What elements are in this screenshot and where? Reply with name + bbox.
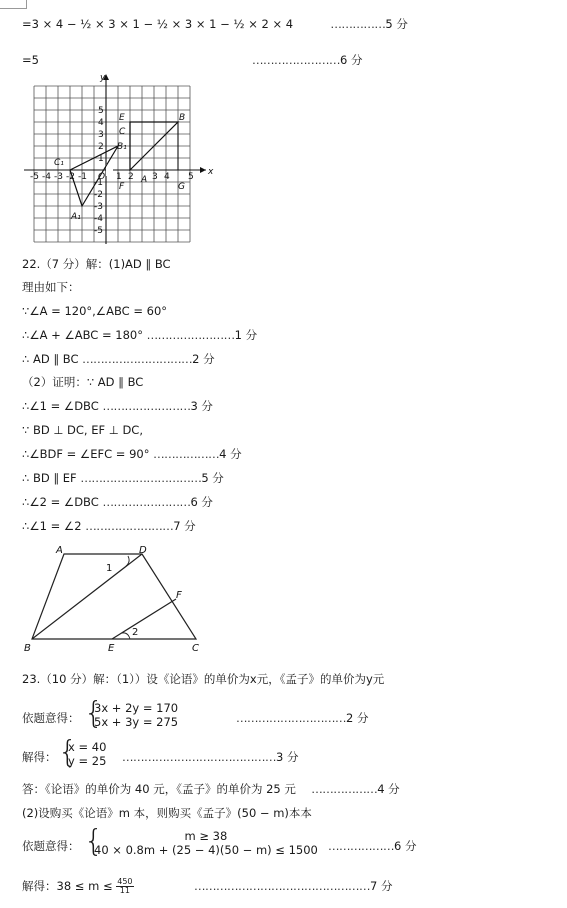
score-label: 7 分 (370, 879, 393, 893)
dot-leader: ………………………… (82, 352, 193, 366)
point-b1-label: B₁ (117, 142, 127, 152)
area-result: =5 (22, 53, 39, 67)
step-text: ∴∠1 = ∠2 (22, 519, 82, 533)
x-tick: -5 (30, 172, 39, 182)
score-label: 5 分 (201, 471, 224, 485)
score-label: 4 分 (377, 782, 400, 796)
point-a1-label: A₁ (71, 212, 81, 222)
x-tick: -4 (42, 172, 51, 182)
step-text: ∴ AD ∥ BC (22, 352, 79, 366)
dot-leader: ………………………… (236, 711, 346, 725)
solution-x: x = 40 (68, 740, 107, 754)
q22-step-angle-sum (22, 327, 257, 343)
solution-system (68, 740, 106, 768)
point-e-label: E (119, 113, 125, 123)
dot-leader: …………………… (146, 328, 235, 342)
x-tick: 4 (164, 172, 170, 182)
dot-leader: …………………… (102, 495, 191, 509)
q23-inequality-label: 依题意得： (22, 839, 80, 853)
step-text: ∴∠A + ∠ABC = 180° (22, 328, 143, 342)
y-tick: -4 (94, 214, 103, 224)
q23-final-score (194, 878, 392, 894)
q23-inequality-score (328, 838, 416, 854)
x-tick: 1 (116, 172, 122, 182)
y-tick: -1 (94, 178, 103, 188)
dot-leader: ……………… (328, 839, 394, 853)
segment-ef (112, 599, 176, 639)
system-brace: { (84, 824, 104, 859)
point-c1-label: C₁ (54, 158, 64, 168)
score-label: 5 分 (385, 17, 408, 31)
dot-leader: …………………………………… (122, 750, 276, 764)
fraction-denominator: 11 (119, 886, 130, 895)
vertex-d-label: D (139, 545, 147, 556)
score-label: 6 分 (340, 53, 363, 67)
q23-solution-score (122, 749, 298, 765)
vertex-b-label: B (24, 643, 31, 654)
q23-heading: 23.（10 分）解：（1））设《论语》的单价为x元，《孟子》的单价为y元 (22, 672, 385, 686)
step-text: ∴∠1 = ∠DBC (22, 399, 99, 413)
coordinate-grid-figure (20, 72, 220, 248)
answer-text: 答：《论语》的单价为 40 元，《孟子》的单价为 25 元 (22, 782, 296, 796)
page-corner-mark (0, 0, 27, 9)
x-axis-label: x (208, 167, 214, 177)
angle1-label: 1 (106, 563, 113, 574)
equation-1: 3x + 2y = 170 (94, 701, 179, 715)
x-tick: -3 (54, 172, 63, 182)
q22-step-right-angles (22, 446, 242, 462)
point-a-label: A (141, 175, 148, 185)
q22-step-parallel (22, 351, 215, 367)
inequality-system (94, 829, 318, 857)
score-label: 1 分 (234, 328, 258, 342)
inequality-1: m ≥ 38 (184, 829, 228, 843)
score-label: 6 分 (394, 839, 417, 853)
line-area-calc (22, 16, 408, 32)
trapezoid-abcd (32, 554, 196, 639)
system-brace: { (84, 696, 104, 731)
line-area-result-score (252, 52, 362, 68)
q23-answer (22, 781, 400, 797)
final-inequality: 解得：38 ≤ m ≤ (22, 879, 113, 893)
equation-2: 5x + 3y = 275 (94, 715, 179, 729)
step-text: ∴∠BDF = ∠EFC = 90° (22, 447, 150, 461)
y-tick: -5 (94, 226, 103, 236)
y-tick: 1 (98, 154, 104, 164)
x-tick: -1 (78, 172, 87, 182)
system-brace: { (58, 735, 78, 770)
q23-equation-label: 依题意得： (22, 711, 80, 725)
point-f-label: F (119, 182, 125, 192)
dot-leader: ………………………………………… (194, 879, 370, 893)
x-tick: 3 (152, 172, 158, 182)
q23-equation-score (236, 710, 368, 726)
x-tick: 2 (128, 172, 134, 182)
step-text: ∴∠2 = ∠DBC (22, 495, 99, 509)
point-b-label: B (179, 113, 186, 123)
angle2-label: 2 (132, 627, 139, 638)
line-area-result (22, 52, 39, 68)
step-text: ∴ BD ∥ EF (22, 471, 77, 485)
score-label: 6 分 (190, 495, 213, 509)
dot-leader: …………………… (252, 53, 340, 67)
q22-step-given-angles: ∵∠A = 120°,∠ABC = 60° (22, 304, 168, 318)
dot-leader: ……………… (311, 782, 378, 796)
point-c-label: C (119, 127, 126, 137)
score-label: 3 分 (276, 750, 299, 764)
y-tick: 3 (98, 130, 104, 140)
dot-leader: …………………… (85, 519, 174, 533)
score-label: 2 分 (346, 711, 369, 725)
q22-step-bd-parallel-ef (22, 470, 224, 486)
dot-leader: …………………… (102, 399, 191, 413)
q22-step-angle1 (22, 398, 213, 414)
equation-system (94, 701, 178, 729)
q22-step-perpendicular: ∵ BD ⊥ DC, EF ⊥ DC, (22, 423, 143, 437)
vertex-a-label: A (56, 545, 63, 556)
q22-heading: 22.（7 分）解：(1)AD ∥ BC (22, 257, 171, 271)
trapezoid-figure (18, 542, 208, 654)
fraction (116, 878, 133, 895)
y-tick: 2 (98, 142, 104, 152)
area-expression: =3 × 4 − ½ × 3 × 1 − ½ × 3 × 1 − ½ × 2 × 4 (22, 17, 294, 31)
solution-y: y = 25 (68, 754, 107, 768)
score-label: 3 分 (190, 399, 213, 413)
point-g-label: G (178, 182, 185, 192)
q22-step-angle2 (22, 494, 213, 510)
angle2-arc (122, 633, 130, 639)
q23-solution-label: 解得： (22, 750, 57, 764)
score-label: 2 分 (192, 352, 215, 366)
q22-reason-intro: 理由如下： (22, 280, 80, 294)
x-tick: 5 (188, 172, 194, 182)
y-tick: 5 (98, 106, 104, 116)
vertex-c-label: C (192, 643, 199, 654)
y-tick: 4 (98, 118, 104, 128)
x-tick: -2 (66, 172, 75, 182)
dot-leader: …………… (330, 17, 386, 31)
point-e-label: E (108, 643, 115, 654)
y-tick: -2 (94, 190, 103, 200)
origin-label: O (98, 172, 106, 182)
q22-part2-heading: （2）证明：∵ AD ∥ BC (22, 375, 144, 389)
dot-leader: …………………………… (80, 471, 202, 485)
q22-step-conclusion (22, 518, 196, 534)
q23-final-result (22, 878, 134, 895)
score-label: 7 分 (173, 519, 196, 533)
y-tick: -3 (94, 202, 103, 212)
inequality-2: 40 × 0.8m + (25 − 4)(50 − m) ≤ 1500 (94, 843, 318, 857)
q23-part2-setup: (2)设购买《论语》m 本，则购买《孟子》(50 − m)本本 (22, 806, 312, 820)
fraction-numerator: 450 (117, 877, 133, 886)
point-f-label: F (176, 590, 182, 601)
y-axis-label: y (100, 73, 106, 83)
dot-leader: ……………… (153, 447, 220, 461)
score-label: 4 分 (219, 447, 242, 461)
